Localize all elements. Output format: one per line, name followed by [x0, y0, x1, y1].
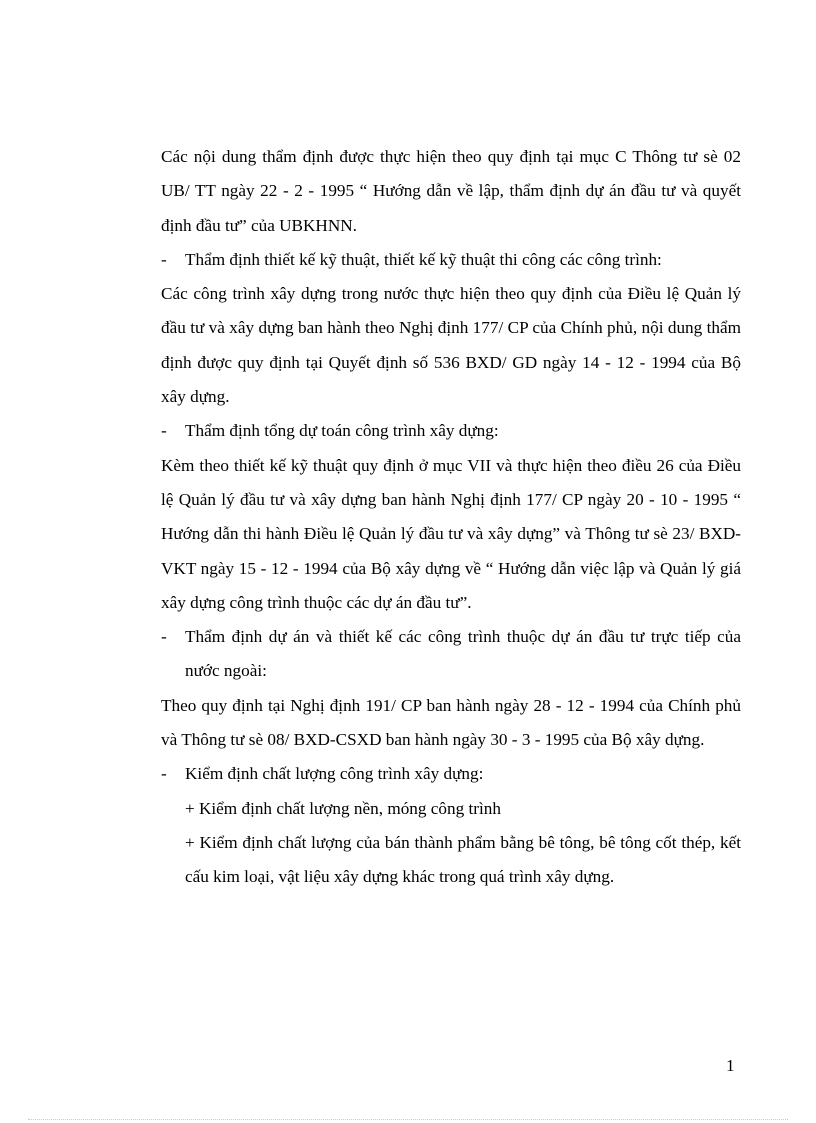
bullet-text: Thẩm định thiết kế kỹ thuật, thiết kế kỹ thuật thi công các công trình: — [185, 249, 662, 269]
bullet-marker: - — [161, 764, 167, 784]
bullet-marker: - — [161, 421, 167, 441]
page-number: 1 — [726, 1056, 735, 1075]
paragraph-estimate-details: Kèm theo thiết kế kỹ thuật quy định ở mục VII và thực hiện theo điều 26 của Điều lệ Quản lý đầu tư và xây dựng ban hành Nghị định 177/ CP ngày 20 - 10 - 1995 “ Hướng dẫn thi hành Điều lệ Quản lý đầu tư và xây dựng” và Thông tư sè 23/ BXD-VKT ngày 15 - 12 - 1994 của Bộ xây dựng về “ Hướng dẫn việc lập và Quản lý giá xây dựng công trình thuộc các dự án đầu tư”. — [161, 455, 741, 612]
bullet-marker: - — [161, 249, 167, 269]
bullet-foreign-investment-appraisal — [161, 620, 741, 689]
bullet-technical-design-appraisal — [161, 243, 741, 277]
paragraph-domestic-works: Các công trình xây dựng trong nước thực hiện theo quy định của Điều lệ Quản lý đầu tư và xây dựng ban hành theo Nghị định 177/ CP của Chính phủ, nội dung thẩm định được quy định tại Quyết định số 536 BXD/ GD ngày 14 - 12 - 1994 của Bộ xây dựng. — [161, 284, 741, 407]
bullet-text: Thẩm định dự án và thiết kế các công trình thuộc dự án đầu tư trực tiếp của nước ngoài: — [185, 627, 741, 681]
bullet-text: Thẩm định tổng dự toán công trình xây dựng: — [185, 421, 499, 441]
bullet-marker: - — [161, 627, 167, 647]
paragraph-foreign-regulation: Theo quy định tại Nghị định 191/ CP ban hành ngày 28 - 12 - 1994 của Chính phủ và Thông tư sè 08/ BXD-CSXD ban hành ngày 30 - 3 - 1995 của Bộ xây dựng. — [161, 695, 741, 750]
page-bottom-divider — [28, 1119, 788, 1120]
bullet-text: Kiểm định chất lượng công trình xây dựng: — [185, 764, 484, 784]
sub-item-material-inspection: + Kiểm định chất lượng của bán thành phẩm bằng bê tông, bê tông cốt thép, kết cấu kim loại, vật liệu xây dựng khác trong quá trình xây dựng. — [185, 832, 741, 887]
bullet-total-estimate-appraisal — [161, 414, 741, 448]
sub-item-foundation-inspection: + Kiểm định chất lượng nền, móng công trình — [185, 798, 501, 818]
paragraph-appraisal-content: Các nội dung thẩm định được thực hiện theo quy định tại mục C Thông tư sè 02 UB/ TT ngày 22 - 2 - 1995 “ Hướng dẫn về lập, thẩm định dự án đầu tư và quyết định đầu tư” của UBKHNN. — [161, 147, 741, 235]
bullet-quality-inspection — [161, 757, 741, 791]
document-body — [161, 140, 741, 895]
